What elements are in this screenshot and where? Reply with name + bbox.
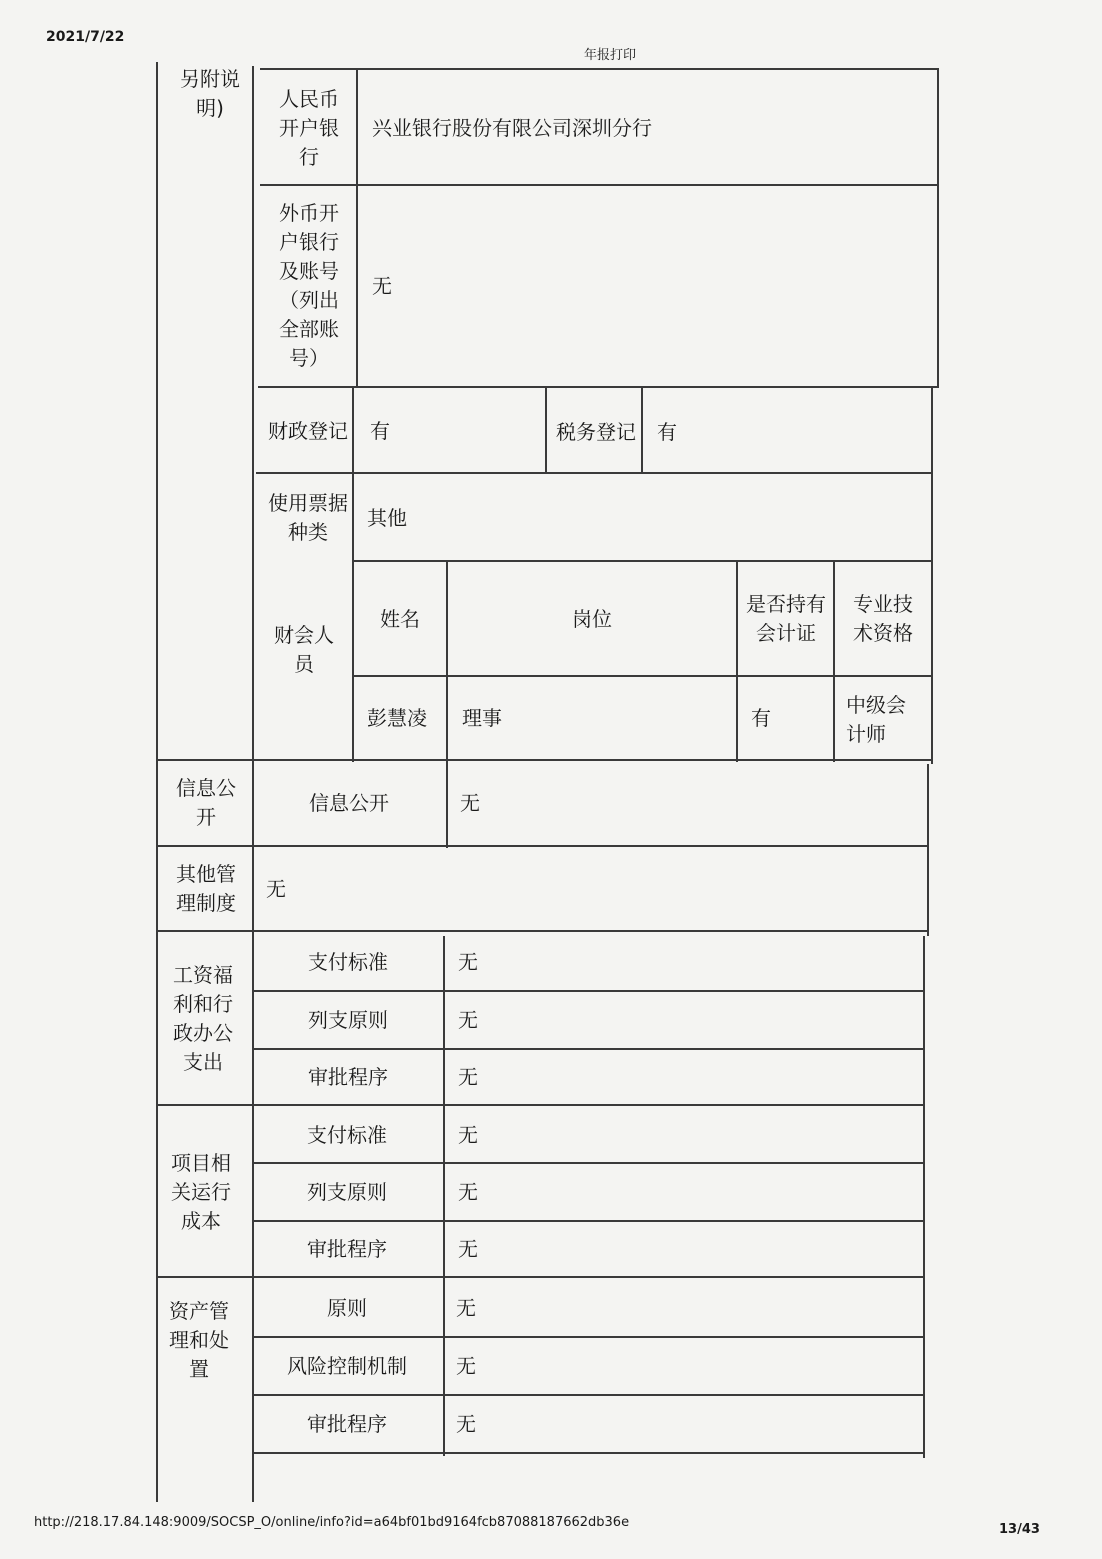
invoice-type-value: 其他 [367,505,407,530]
staff-header-name: 姓名 [380,606,420,631]
rmb-bank-label: 人民币开户银行 [279,86,339,169]
project-cost-row-label: 审批程序 [307,1236,387,1261]
other-rules-value: 无 [266,876,286,901]
tax-reg-value: 有 [657,419,677,444]
assets-row-value: 无 [456,1411,476,1436]
wages-label: 工资福利和行政办公支出 [173,963,233,1074]
fiscal-reg-label: 财政登记 [268,418,348,443]
footer-url: http://218.17.84.148:9009/SOCSP_O/online/info?id=a64bf01bd9164fcb87088187662db36e [34,1515,630,1530]
page-title: 年报打印 [584,48,637,63]
invoice-type-label: 使用票据种类 [268,491,348,544]
fx-bank-value: 无 [372,273,392,298]
project-cost-row-label: 支付标准 [307,1122,387,1147]
accounting-staff-label: 财会人员 [274,623,334,676]
staff-name: 彭慧凌 [367,705,427,730]
assets-row-label: 原则 [327,1295,367,1320]
staff-cert: 有 [751,705,771,730]
wages-row-label: 列支原则 [308,1007,388,1032]
project-cost-row-value: 无 [458,1236,478,1261]
wages-row-label: 审批程序 [308,1064,388,1089]
fiscal-reg-value: 有 [370,418,390,443]
page-number: 13/43 [999,1522,1040,1537]
staff-title: 中级会计师 [846,693,906,746]
assets-row-label: 审批程序 [307,1411,387,1436]
finance-section-label: 另附说明) [180,67,240,120]
tax-reg-label: 税务登记 [556,419,636,444]
assets-label: 资产管理和处置 [169,1298,229,1381]
wages-row-label: 支付标准 [308,949,388,974]
disclosure-label: 信息公开 [176,776,236,829]
assets-row-value: 无 [456,1353,476,1378]
disclosure-sub-label: 信息公开 [309,790,389,815]
staff-header-position: 岗位 [572,606,612,631]
assets-row-label: 风险控制机制 [287,1353,407,1378]
fx-bank-label: 外币开户银行及账号（列出全部账号） [279,201,339,370]
wages-row-value: 无 [458,949,478,974]
project-cost-row-value: 无 [458,1122,478,1147]
wages-row-value: 无 [458,1064,478,1089]
staff-position: 理事 [462,705,502,730]
staff-header-title: 专业技术资格 [853,592,913,645]
wages-row-value: 无 [458,1007,478,1032]
project-cost-row-label: 列支原则 [307,1179,387,1204]
assets-row-value: 无 [456,1295,476,1320]
rmb-bank-value: 兴业银行股份有限公司深圳分行 [372,115,652,140]
project-cost-label: 项目相关运行成本 [171,1150,231,1233]
disclosure-value: 无 [460,790,480,815]
staff-header-cert: 是否持有会计证 [746,592,826,645]
print-date: 2021/7/22 [46,29,125,45]
project-cost-row-value: 无 [458,1179,478,1204]
other-rules-label: 其他管理制度 [176,862,236,915]
